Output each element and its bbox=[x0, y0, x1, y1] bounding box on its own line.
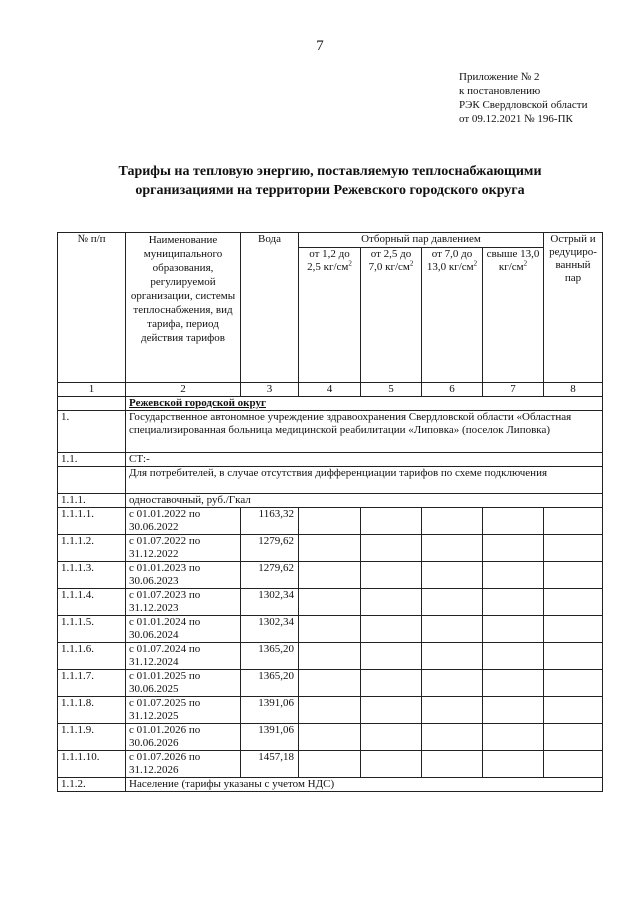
empty-cell bbox=[299, 670, 361, 697]
empty-cell bbox=[544, 724, 603, 751]
empty-cell bbox=[299, 562, 361, 589]
tariff-period: с 01.01.2023 по 30.06.2023 bbox=[126, 562, 241, 589]
empty-cell bbox=[544, 751, 603, 778]
empty-cell bbox=[299, 751, 361, 778]
row-num: 1.1.1. bbox=[58, 494, 126, 508]
tariff-type: одноставочный, руб./Гкал bbox=[126, 494, 603, 508]
empty-cell bbox=[361, 724, 422, 751]
water-tariff: 1279,62 bbox=[241, 562, 299, 589]
column-number: 5 bbox=[361, 383, 422, 397]
empty-cell bbox=[422, 670, 483, 697]
table-row bbox=[58, 508, 603, 535]
column-number: 4 bbox=[299, 383, 361, 397]
row-num: 1.1.2. bbox=[58, 778, 126, 792]
tariff-period: с 01.07.2025 по 31.12.2025 bbox=[126, 697, 241, 724]
empty-cell bbox=[483, 616, 544, 643]
heat-system-name: СТ:- bbox=[126, 453, 603, 467]
empty-cell bbox=[299, 697, 361, 724]
empty-cell bbox=[299, 616, 361, 643]
table-row bbox=[58, 562, 603, 589]
empty-cell bbox=[483, 697, 544, 724]
row-num: 1.1.1.4. bbox=[58, 589, 126, 616]
page-number: 7 bbox=[316, 38, 324, 54]
population-group: Население (тарифы указаны с учетом НДС) bbox=[126, 778, 603, 792]
row-num: 1.1.1.1. bbox=[58, 508, 126, 535]
row-num: 1.1.1.6. bbox=[58, 643, 126, 670]
row-num: 1.1.1.2. bbox=[58, 535, 126, 562]
column-number: 7 bbox=[483, 383, 544, 397]
row-num: 1.1.1.8. bbox=[58, 697, 126, 724]
district-name: Режевской городской округ bbox=[126, 397, 603, 411]
table-row bbox=[58, 589, 603, 616]
empty-cell bbox=[544, 535, 603, 562]
empty-cell bbox=[422, 643, 483, 670]
tariff-period: с 01.01.2022 по 30.06.2022 bbox=[126, 508, 241, 535]
empty-cell bbox=[361, 508, 422, 535]
empty-cell bbox=[544, 508, 603, 535]
empty-cell bbox=[483, 670, 544, 697]
water-tariff: 1391,06 bbox=[241, 697, 299, 724]
empty-cell bbox=[422, 589, 483, 616]
organization-name: Государственное автономное учреждение здравоохранения Свердловской области «Областная специализированная больница медицинской реабилитации «Липовка» (поселок Липовка) bbox=[126, 411, 603, 453]
water-tariff: 1302,34 bbox=[241, 616, 299, 643]
column-number: 3 bbox=[241, 383, 299, 397]
empty-cell bbox=[361, 535, 422, 562]
header-pressure-2: от 2,5 до 7,0 $кг/см^2$ bbox=[361, 248, 422, 383]
header-pressure-3: от 7,0 до 13,0 $кг/см^2$ bbox=[422, 248, 483, 383]
empty-cell bbox=[544, 616, 603, 643]
appendix-line: РЭК Свердловской области bbox=[459, 99, 588, 111]
empty-cell bbox=[361, 670, 422, 697]
empty-cell bbox=[299, 589, 361, 616]
tariff-period: с 01.01.2024 по 30.06.2024 bbox=[126, 616, 241, 643]
water-tariff: 1163,32 bbox=[241, 508, 299, 535]
table-row bbox=[58, 751, 603, 778]
empty-cell bbox=[299, 535, 361, 562]
header-num: № п/п bbox=[58, 233, 126, 383]
header-name: Наименование муниципального образования, регулируемой организации, системы теплоснабжения, вид тарифа, период действия тарифов bbox=[126, 233, 241, 383]
document-title bbox=[60, 162, 600, 200]
empty-cell bbox=[483, 643, 544, 670]
empty-cell bbox=[422, 616, 483, 643]
tariff-period: с 01.01.2025 по 30.06.2025 bbox=[126, 670, 241, 697]
water-tariff: 1391,06 bbox=[241, 724, 299, 751]
tariff-period: с 01.07.2023 по 31.12.2023 bbox=[126, 589, 241, 616]
empty-cell bbox=[361, 643, 422, 670]
table-row bbox=[58, 535, 603, 562]
appendix-line: Приложение № 2 bbox=[459, 71, 540, 83]
empty-cell bbox=[483, 562, 544, 589]
tariff-rows bbox=[58, 508, 603, 778]
title-line: Тарифы на тепловую энергию, поставляемую теплоснабжающими bbox=[118, 164, 542, 179]
header-pressure-1: от 1,2 до 2,5 $кг/см^2$ bbox=[299, 248, 361, 383]
empty-cell bbox=[544, 589, 603, 616]
column-number: 6 bbox=[422, 383, 483, 397]
table-row bbox=[58, 643, 603, 670]
empty-cell bbox=[422, 562, 483, 589]
empty-cell bbox=[58, 397, 126, 411]
column-number: 2 bbox=[126, 383, 241, 397]
empty-cell bbox=[422, 535, 483, 562]
tariff-period: с 01.01.2026 по 30.06.2026 bbox=[126, 724, 241, 751]
row-num: 1.1.1.7. bbox=[58, 670, 126, 697]
consumer-group: Для потребителей, в случае отсутствия дифференциации тарифов по схеме подключения bbox=[126, 467, 603, 494]
tariff-period: с 01.07.2026 по 31.12.2026 bbox=[126, 751, 241, 778]
tariff-period: с 01.07.2022 по 31.12.2022 bbox=[126, 535, 241, 562]
water-tariff: 1365,20 bbox=[241, 643, 299, 670]
empty-cell bbox=[361, 616, 422, 643]
empty-cell bbox=[544, 562, 603, 589]
water-tariff: 1302,34 bbox=[241, 589, 299, 616]
empty-cell bbox=[544, 643, 603, 670]
header-sharp-steam: Острый и редуциро-ванный пар bbox=[544, 233, 603, 383]
empty-cell bbox=[361, 562, 422, 589]
title-line: организациями на территории Режевского городского округа bbox=[135, 183, 525, 198]
row-num: 1.1.1.5. bbox=[58, 616, 126, 643]
empty-cell bbox=[544, 670, 603, 697]
empty-cell bbox=[483, 589, 544, 616]
water-tariff: 1279,62 bbox=[241, 535, 299, 562]
header-steam-group: Отборный пар давлением bbox=[299, 233, 544, 248]
water-tariff: 1457,18 bbox=[241, 751, 299, 778]
empty-cell bbox=[422, 697, 483, 724]
appendix-line: от 09.12.2021 № 196-ПК bbox=[459, 113, 573, 125]
tariff-period: с 01.07.2024 по 31.12.2024 bbox=[126, 643, 241, 670]
row-num: 1. bbox=[58, 411, 126, 453]
empty-cell bbox=[483, 724, 544, 751]
empty-cell bbox=[361, 697, 422, 724]
header-pressure-4: свыше 13,0 $кг/см^2$ bbox=[483, 248, 544, 383]
empty-cell bbox=[422, 724, 483, 751]
table-row bbox=[58, 697, 603, 724]
empty-cell bbox=[58, 467, 126, 494]
tariff-table bbox=[57, 232, 603, 792]
table-row bbox=[58, 724, 603, 751]
empty-cell bbox=[299, 508, 361, 535]
row-num: 1.1.1.10. bbox=[58, 751, 126, 778]
water-tariff: 1365,20 bbox=[241, 670, 299, 697]
empty-cell bbox=[422, 751, 483, 778]
empty-cell bbox=[422, 508, 483, 535]
empty-cell bbox=[299, 643, 361, 670]
appendix-line: к постановлению bbox=[459, 85, 541, 97]
empty-cell bbox=[361, 589, 422, 616]
appendix-block bbox=[459, 70, 587, 126]
column-number: 1 bbox=[58, 383, 126, 397]
empty-cell bbox=[483, 535, 544, 562]
table-row bbox=[58, 616, 603, 643]
column-number: 8 bbox=[544, 383, 603, 397]
empty-cell bbox=[483, 508, 544, 535]
empty-cell bbox=[299, 724, 361, 751]
empty-cell bbox=[361, 751, 422, 778]
row-num: 1.1.1.3. bbox=[58, 562, 126, 589]
table-row bbox=[58, 670, 603, 697]
empty-cell bbox=[544, 697, 603, 724]
header-water: Вода bbox=[241, 233, 299, 383]
row-num: 1.1. bbox=[58, 453, 126, 467]
row-num: 1.1.1.9. bbox=[58, 724, 126, 751]
empty-cell bbox=[483, 751, 544, 778]
